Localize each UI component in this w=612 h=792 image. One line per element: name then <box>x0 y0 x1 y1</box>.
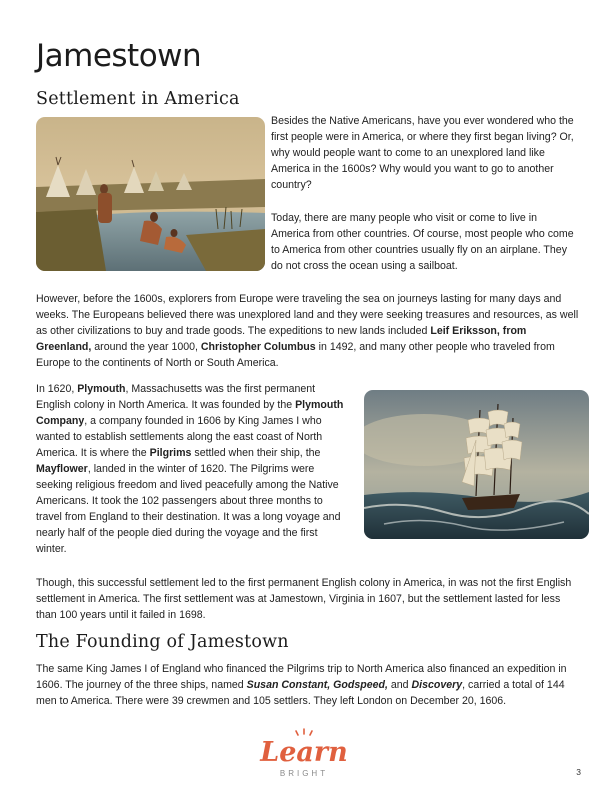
learn-bright-logo <box>252 727 356 783</box>
logo-word: Learn <box>260 737 348 768</box>
paragraph-explorers: However, before the 1600s, explorers from Europe were traveling the sea on journeys lasting for many days and weeks. The Europeans believed there was unexplored land and they were seeking treasures and resources, as well as other civilizations to buy and trade goods. The expeditions to new lands included Leif Eriksson, from Greenland, around the year 1000, Christopher Columbus in 1492, and many other people who traveled from Europe to the continents of North or South America. <box>36 293 579 369</box>
paragraph-today: Today, there are many people who visit or come to live in America from other countries. Of course, most people who come to America from other countries usually fly on an airplane. They do not cross the ocean using a sailboat. <box>271 212 574 272</box>
sailing-ship-painting <box>364 390 589 539</box>
native-camp-painting <box>36 117 265 271</box>
bold-mayflower: Mayflower <box>36 463 88 475</box>
paragraph-plymouth: In 1620, Plymouth, Massachusetts was the first permanent English colony in North America. It was founded by the Plymouth Company, a company founded in 1606 by King James I who wanted to establish settlements along the east coast of North America. It is where the Pilgrims settled when their ship, the Mayflower, landed in the winter of 1620. The Pilgrims were seeking religious freedom and lived peacefully among the Native Americans. It took the 102 passengers about three months to travel from England to their destination. It was a long voyage and nearly half of the people died during the voyage and the first winter. <box>36 383 344 555</box>
paragraph-intro-questions: Besides the Native Americans, have you ever wondered who the first people were in America, or where they first began living? Or, why would people want to come to an unexplored land like America in the 1600s? Why would you want to go to another country? <box>271 115 574 191</box>
page-title: Jamestown <box>36 38 202 74</box>
bold-pilgrims: Pilgrims <box>149 447 192 459</box>
section-heading-settlement: Settlement in America <box>36 89 240 109</box>
bold-christopher-columbus: Christopher Columbus <box>200 341 316 353</box>
bold-leif-eriksson: Leif Eriksson, from Greenland, <box>36 325 527 353</box>
italic-ship-names: Susan Constant, Godspeed, <box>246 679 388 691</box>
paragraph-expedition: The same King James I of England who financed the Pilgrims trip to North America also financed an expedition in 1606. The journey of the three ships, named Susan Constant, Godspeed, and Discovery, carried a total of 144 men to America. There were 39 crewmen and 105 settlers. They left London on December 20, 1606. <box>36 663 567 707</box>
bold-plymouth-company: Plymouth Company <box>36 399 344 427</box>
page-number: 3 <box>576 767 581 777</box>
logo-sub: BRIGHT <box>279 769 329 778</box>
paragraph-first-settlement: Though, this successful settlement led to the first permanent English colony in America, in was not the first English settlement in America. The first settlement was at Jamestown, Virginia in 1607, but the settlement lasted for less than 100 years until it failed in 1698. <box>36 577 572 621</box>
bold-plymouth: Plymouth <box>77 383 126 395</box>
section-heading-founding: The Founding of Jamestown <box>36 632 289 652</box>
italic-discovery: Discovery <box>411 679 463 691</box>
